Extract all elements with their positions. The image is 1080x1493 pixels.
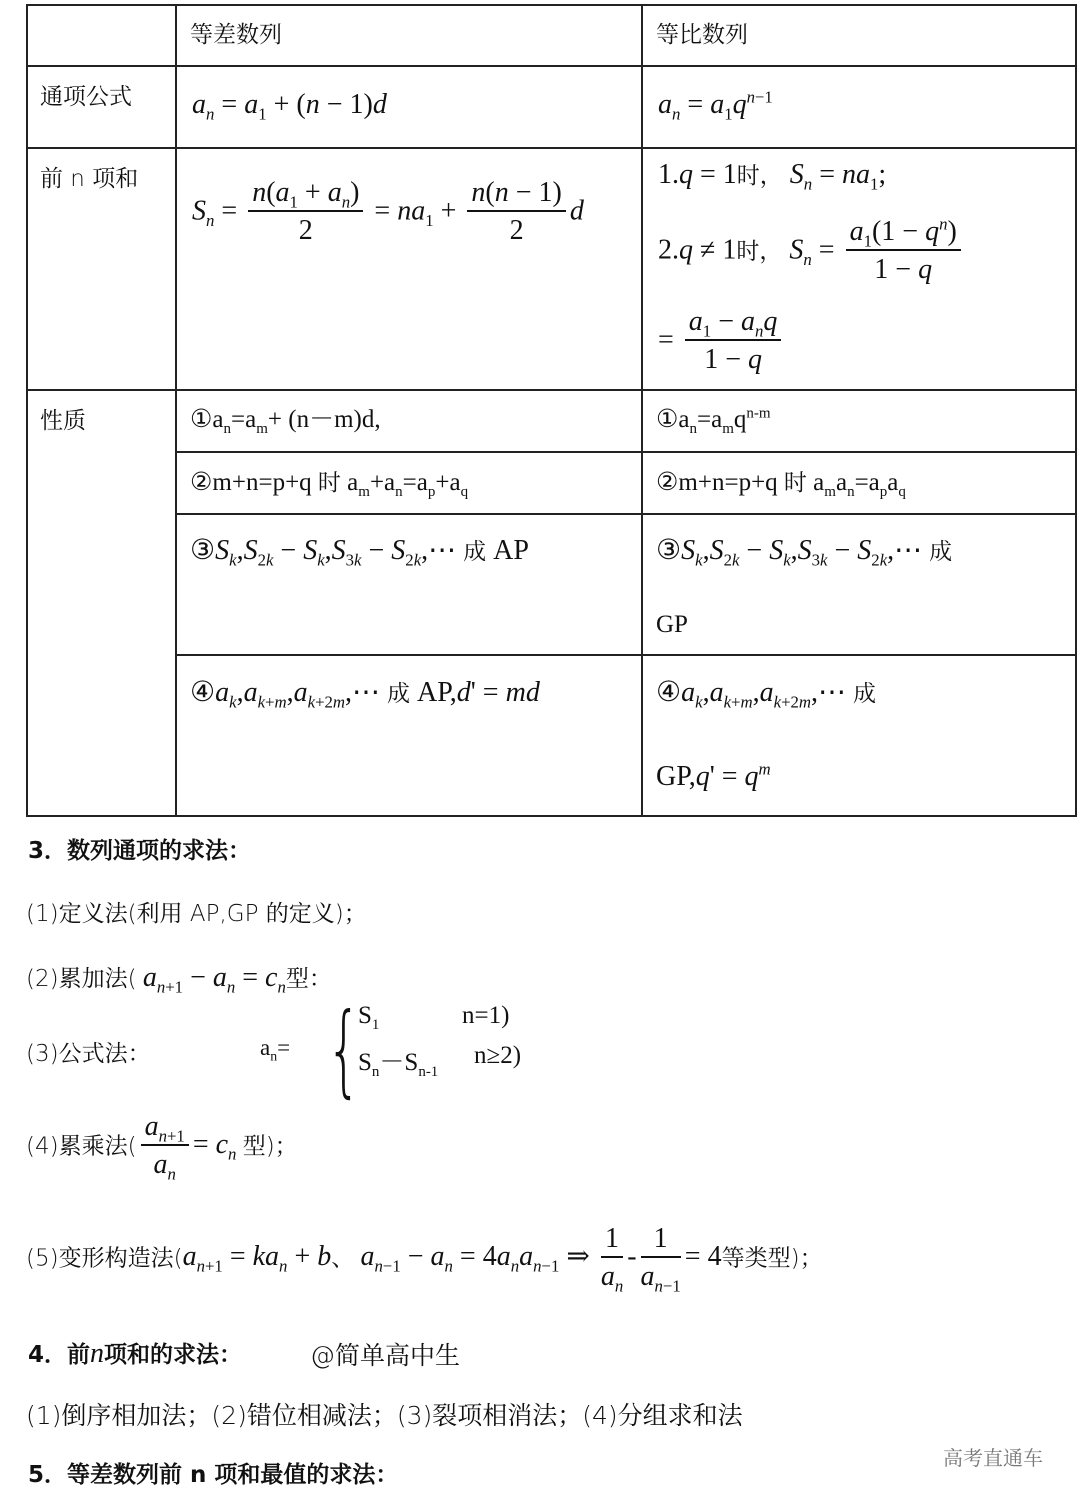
- sum-methods-list: (1)倒序相加法；(2)错位相减法；(3)裂项相消法；(4)分组求和法: [26, 1401, 743, 1430]
- gp-sum-case-q-equals-1: 1.q = 1时， $S_n = na_1$;: [658, 159, 887, 194]
- gp-property-4-tail: $GP,q' = q^m$: [656, 759, 771, 792]
- table-border-bottom: [26, 815, 1077, 817]
- piecewise-brace: {: [326, 991, 362, 1108]
- table-row-divider: [26, 65, 1077, 67]
- method-definition: (1)定义法(利用 AP,GP 的定义)；: [26, 901, 367, 927]
- table-row-divider: [175, 513, 1077, 515]
- ap-property-4: $④a_k,a_{k+m},a_{k+2m},\cdots$ 成 AP,d' = md: [190, 677, 540, 712]
- method-multiplication: (4)累乘法( $\frac{a_{n+1}}{a_n}$ = $c_n$ 型)；: [26, 1111, 298, 1184]
- formula-an-lhs: $a_n=$: [260, 1035, 291, 1064]
- author-credit: @简单高中生: [310, 1341, 461, 1370]
- method-transformation: (5)变形构造法($a_{n+1} = ka_n + b$、 $a_{n-1} - a_n = 4a_na_{n-1}$ ⇒ $\frac{1}{a_n}$ - $\frac{1}{a_{n-1}}$ = 4等类型)；: [26, 1223, 823, 1296]
- gp-property-3-tail: GP: [656, 611, 688, 638]
- table-col-divider: [641, 4, 643, 817]
- piecewise-cond-1: n=1): [462, 1002, 510, 1029]
- section-3-title: 3．数列通项的求法：: [28, 838, 252, 864]
- table-border-left: [26, 4, 28, 817]
- method-formula: (3)公式法：: [26, 1041, 151, 1067]
- gp-general-formula: $a_n = a_1q^{n-1}$: [658, 87, 773, 124]
- gp-property-3: $③S_k,S_{2k} - S_k,S_{3k}$ − $S_{2k},\cdots$ 成: [656, 535, 953, 570]
- gp-property-2: ②m+n=p+q 时 $a_ma_n=a_pa_q$: [656, 469, 906, 500]
- ap-property-2: ②m+n=p+q 时 $a_m+a_n=a_p+a_q$: [190, 469, 469, 500]
- table-col-divider: [175, 4, 177, 817]
- header-geometric: 等比数列: [656, 22, 748, 48]
- watermark: 高考直通车: [943, 1446, 1043, 1470]
- ap-property-1: $①a_n=a_m+ (n-m)d$,: [190, 406, 381, 437]
- section-4-title: 4．前n项和的求法：: [28, 1338, 243, 1369]
- gp-property-4: $④a_k,a_{k+m},a_{k+2m},\cdots$ 成: [656, 677, 877, 712]
- gp-property-1: $①a_n=a_mq^{n-m}$: [656, 405, 771, 437]
- table-row-divider: [175, 451, 1077, 453]
- ap-property-3: $③S_k,S_{2k} - S_k,S_{3k}$ − $S_{2k},\cdots$ 成 AP: [190, 535, 529, 570]
- table-row-divider: [26, 389, 1077, 391]
- header-arithmetic: 等差数列: [190, 22, 282, 48]
- ap-sum-formula: $S_n$ = $\frac{n(a_1 + a_n)}{2}$ = $na_1$ + $\frac{n(n - 1)}{2}$ d: [192, 177, 584, 246]
- table-row-divider: [26, 147, 1077, 149]
- table-border-top: [26, 4, 1077, 6]
- table-row-divider: [175, 654, 1077, 656]
- ap-general-formula: $a_n = a_1 + (n - 1)d$: [192, 89, 387, 124]
- piecewise-case-1: $S_1$: [358, 1002, 380, 1033]
- table-border-right: [1075, 4, 1077, 817]
- row-label-properties: 性质: [40, 408, 86, 434]
- piecewise-cond-2: n≥2): [474, 1042, 522, 1069]
- row-label-general-term: 通项公式: [40, 84, 132, 110]
- section-5-title: 5．等差数列前 n 项和最值的求法：: [28, 1462, 399, 1488]
- gp-sum-case-q-not-1: 2.q ≠ 1时， $S_n$ = $\frac{a_1(1 - q^n)}{1 - q}$: [658, 215, 965, 289]
- row-label-sum: 前 n 项和: [40, 166, 139, 192]
- piecewise-case-2: $S_n-S_{n-1}$: [358, 1049, 439, 1080]
- gp-sum-alt-formula: = $\frac{a_1 - a_nq}{1 - q}$: [658, 305, 785, 379]
- method-accumulation: (2)累加法( $a_{n+1} - a_n = c_n$型：: [26, 962, 332, 997]
